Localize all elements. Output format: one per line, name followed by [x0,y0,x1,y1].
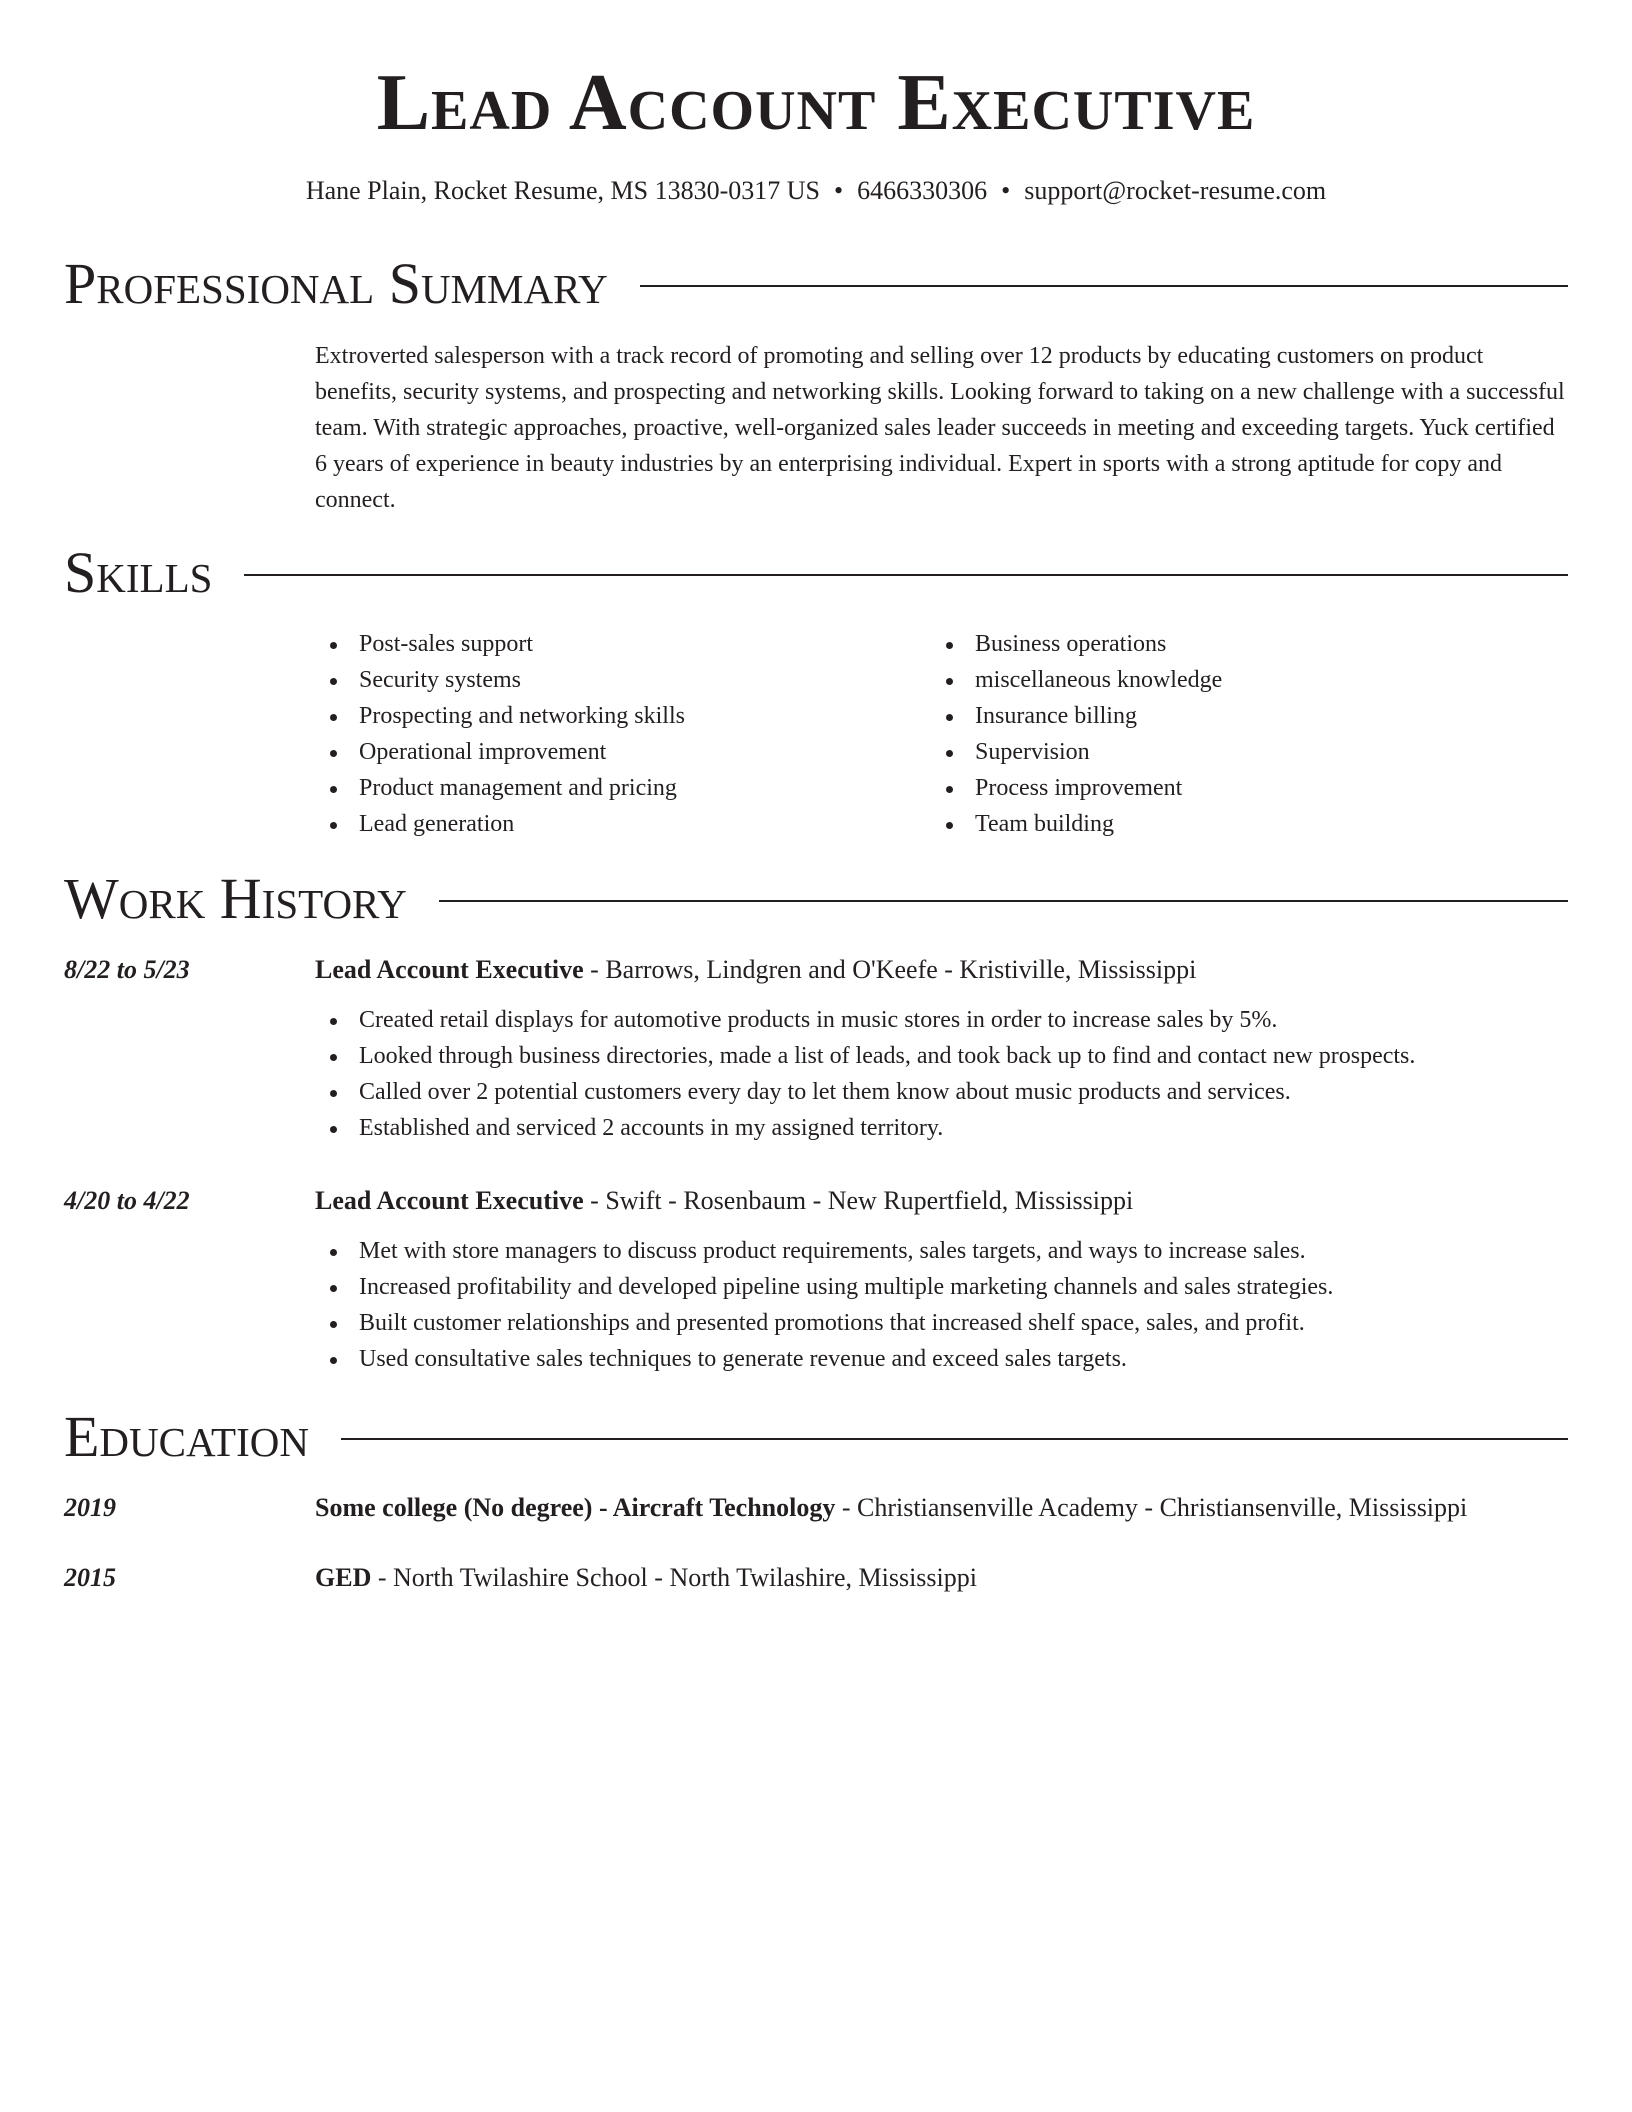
education-degree: Some college (No degree) - Aircraft Technology [315,1493,836,1522]
work-dates: 8/22 to 5/23 [64,955,190,984]
education-details: - North Twilashire School - North Twilashire, Mississippi [371,1563,977,1592]
resume-title: Lead Account Executive [376,59,1256,147]
skill-item: Post-sales support [315,626,931,662]
section-divider [640,285,1568,287]
job-title: Lead Account Executive [315,1186,584,1215]
skills-list [315,626,1568,842]
section-divider [341,1438,1568,1440]
job-bullet: Created retail displays for automotive products in music stores in order to increase sales by 5%. [315,1002,1568,1038]
job-details: - Barrows, Lindgren and O'Keefe - Kristiville, Mississippi [583,955,1197,984]
summary-text: Extroverted salesperson with a track record of promoting and selling over 12 products by educating customers on product benefits, security systems, and prospecting and networking skills. Looking forward to taking on a new challenge with a successful team. With strategic approaches, proactive, well-organized sales leader succeeds in meeting and exceeding targets. Yuck certified 6 years of experience in beauty industries by an enterprising individual. Expert in sports with a strong aptitude for copy and connect. [315,343,1565,513]
education-year: 2015 [64,1563,116,1592]
section-header-summary [64,252,1568,316]
contact-separator: • [834,176,844,205]
work-headline [315,1183,1568,1219]
skill-item: Process improvement [931,770,1547,806]
skills-column-right [931,626,1547,842]
contact-phone: 6466330306 [857,176,988,205]
section-divider [439,900,1568,902]
job-bullets [315,1233,1568,1377]
work-dates: 4/20 to 4/22 [64,1186,190,1215]
job-bullets [315,1002,1568,1146]
skill-item: Product management and pricing [315,770,931,806]
skill-item: Security systems [315,662,931,698]
job-bullet: Met with store managers to discuss product requirements, sales targets, and ways to increase sales. [315,1233,1568,1269]
job-bullet: Called over 2 potential customers every day to let them know about music products and services. [315,1074,1568,1110]
contact-line [0,174,1632,208]
education-headline [315,1560,1568,1596]
skill-item: Business operations [931,626,1547,662]
contact-address: Hane Plain, Rocket Resume, MS 13830-0317 US [305,176,821,205]
skill-item: Operational improvement [315,734,931,770]
skill-item: Prospecting and networking skills [315,698,931,734]
section-divider [244,574,1568,576]
education-headline [315,1490,1568,1526]
section-header-skills [64,541,1568,605]
section-header-work [64,867,1568,931]
skill-item: Team building [931,806,1547,842]
section-header-education [64,1405,1568,1469]
work-headline [315,952,1568,988]
contact-email: support@rocket-resume.com [1024,176,1327,205]
section-title-work: Work History [64,866,407,931]
section-title-skills: Skills [64,540,213,605]
section-title-education: Education [64,1404,309,1469]
skill-item: Lead generation [315,806,931,842]
education-details: - Christiansenville Academy - Christiansenville, Mississippi [835,1493,1468,1522]
job-title: Lead Account Executive [315,955,584,984]
education-degree: GED [315,1563,372,1592]
job-details: - Swift - Rosenbaum - New Rupertfield, Mississippi [583,1186,1134,1215]
contact-separator: • [1001,176,1011,205]
skill-item: Supervision [931,734,1547,770]
skill-item: miscellaneous knowledge [931,662,1547,698]
job-bullet: Used consultative sales techniques to generate revenue and exceed sales targets. [315,1341,1568,1377]
job-bullet: Built customer relationships and presented promotions that increased shelf space, sales, and profit. [315,1305,1568,1341]
education-year: 2019 [64,1493,116,1522]
job-bullet: Established and serviced 2 accounts in my assigned territory. [315,1110,1568,1146]
job-bullet: Looked through business directories, made a list of leads, and took back up to find and contact new prospects. [315,1038,1568,1074]
section-title-summary: Professional Summary [64,251,608,316]
job-bullet: Increased profitability and developed pipeline using multiple marketing channels and sales strategies. [315,1269,1568,1305]
skill-item: Insurance billing [931,698,1547,734]
skills-column-left [315,626,931,842]
